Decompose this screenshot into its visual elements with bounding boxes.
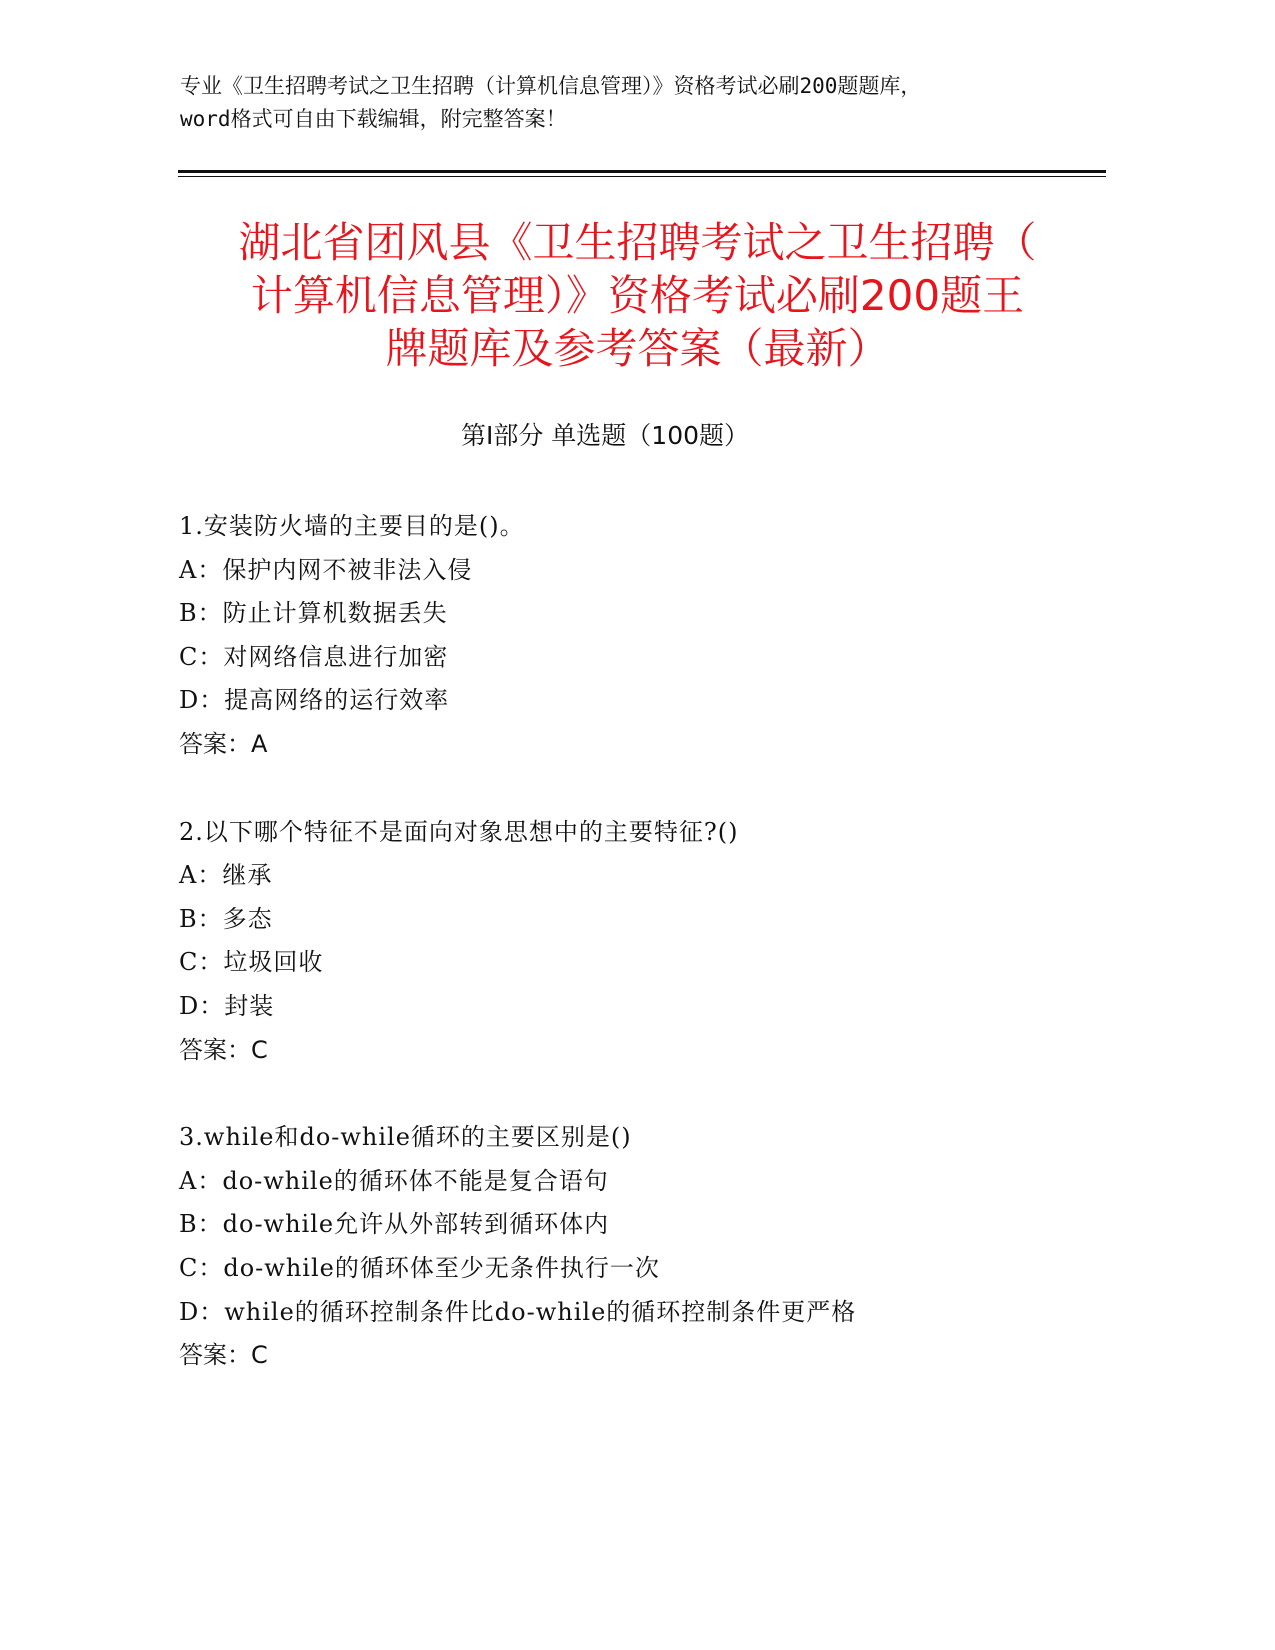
option-c: C：垃圾回收 [179,948,324,977]
question-3 [179,1116,1129,1378]
header-note-line-2: word格式可自由下载编辑，附完整答案！ [180,107,567,131]
option-d: D：提高网络的运行效率 [179,686,450,715]
header-note-line-1: 专业《卫生招聘考试之卫生招聘（计算机信息管理）》资格考试必刷200题题库， [180,74,922,98]
option-a: A：继承 [179,861,273,890]
option-d: D：while的循环控制条件比do-while的循环控制条件更严格 [179,1297,857,1326]
header-divider-thin [178,176,1106,177]
option-a: A：保护内网不被非法入侵 [179,555,473,584]
option-d: D：封装 [179,991,275,1020]
option-c: C：对网络信息进行加密 [179,642,449,671]
answer: 答案：C [179,1035,268,1064]
header-divider-thick [178,170,1106,173]
question-stem: 1.安装防火墙的主要目的是()。 [179,512,525,540]
header-note [180,70,1120,136]
option-b: B：防止计算机数据丢失 [179,599,448,628]
section-heading: 第Ⅰ部分 单选题（100题） [460,421,750,450]
question-2 [179,811,1129,1073]
option-a: A：do-while的循环体不能是复合语句 [179,1166,609,1195]
option-b: B：do-while允许从外部转到循环体内 [179,1210,610,1239]
document-title [150,216,1125,375]
option-c: C：do-while的循环体至少无条件执行一次 [179,1253,660,1282]
option-b: B：多态 [179,904,273,933]
document-title-line-1: 湖北省团风县《卫生招聘考试之卫生招聘（ [238,218,1037,267]
answer: 答案：A [179,729,268,758]
document-title-line-2: 计算机信息管理）》资格考试必刷200题王 [250,271,1025,320]
question-list [179,505,1129,1422]
question-stem: 3.while和do-while循环的主要区别是() [179,1123,632,1152]
question-stem: 2.以下哪个特征不是面向对象思想中的主要特征?() [179,817,739,846]
answer: 答案：C [179,1341,268,1370]
document-title-line-3: 牌题库及参考答案（最新） [385,324,890,373]
question-1 [179,505,1129,767]
